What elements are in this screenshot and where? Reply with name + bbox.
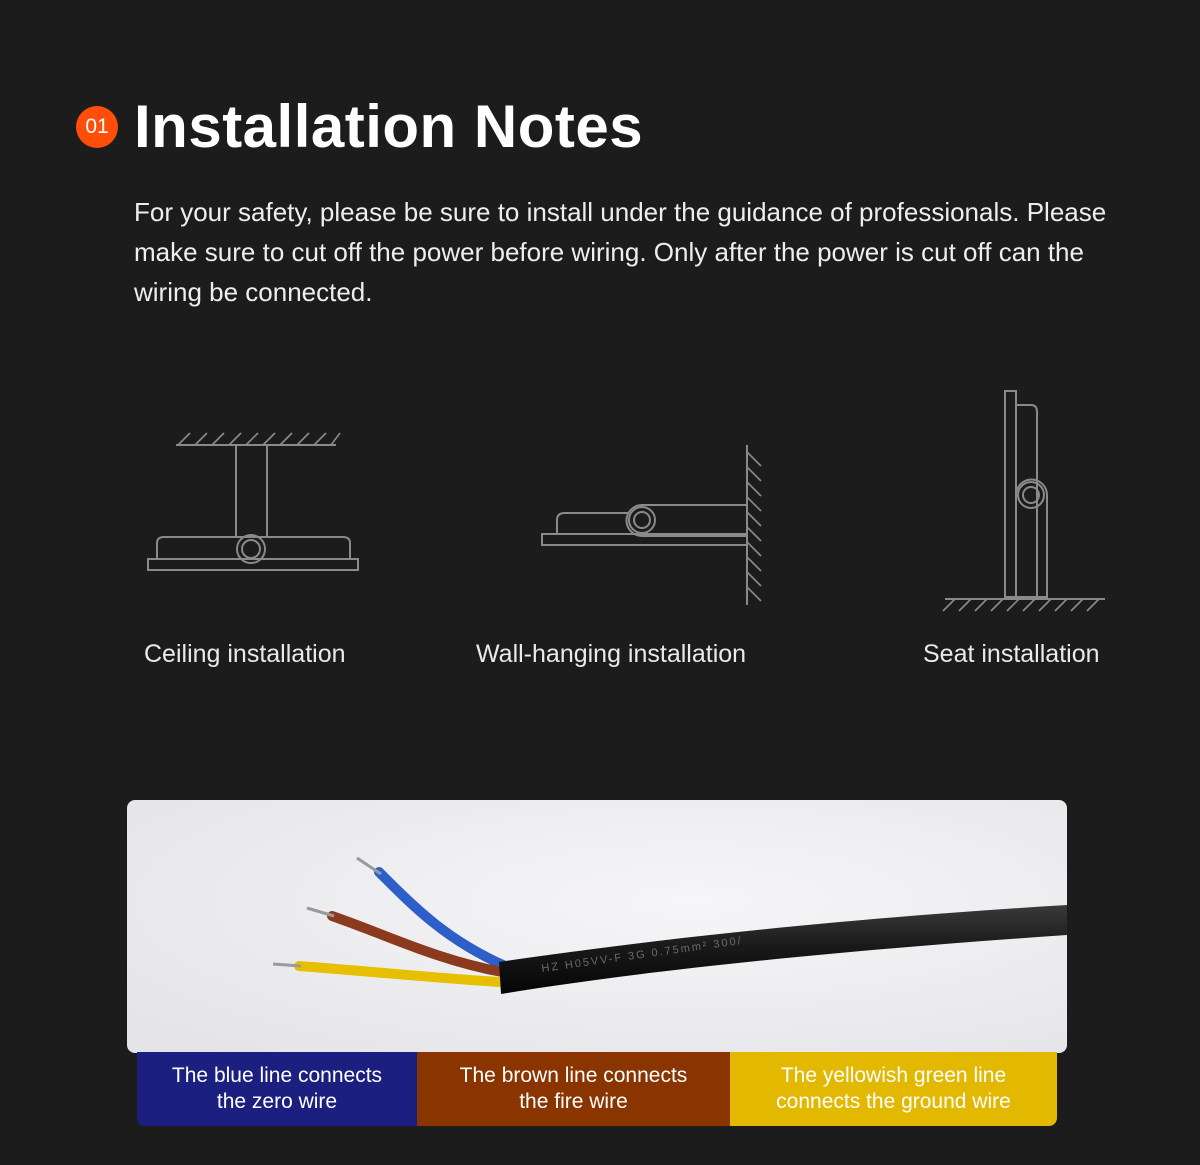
section-number-badge: 01 <box>76 106 118 148</box>
brown-wire-label <box>417 1052 730 1126</box>
yellow-green-wire-label <box>730 1052 1057 1126</box>
cable-print-text: HZ H05VV-F 3G 0.75mm² 300/ <box>540 934 744 975</box>
blue-wire-label-line2: the zero wire <box>216 1090 338 1113</box>
ceiling-mount-icon <box>140 425 370 580</box>
floor-stand-icon <box>935 385 1115 620</box>
wall-hanging-installation-label: Wall-hanging installation <box>476 640 747 668</box>
brown-wire-label-line2: the fire wire <box>519 1090 628 1113</box>
cable-photo <box>127 800 1067 1053</box>
ceiling-installation-label: Ceiling installation <box>144 640 346 668</box>
blue-wire-label <box>137 1052 417 1126</box>
wall-mount-icon <box>535 440 775 615</box>
yellow-green-wire-label-line1: The yellowish green line <box>780 1064 1007 1087</box>
blue-wire-label-line1: The blue line connects <box>171 1064 383 1087</box>
safety-intro-text: For your safety, please be sure to install under the guidance of professionals. Please make sure to cut off the power before wiring. Only after the power is cut off can the wiring be connected. <box>134 197 1107 307</box>
seat-installation-label: Seat installation <box>923 640 1100 668</box>
yellow-green-wire-label-line2: connects the ground wire <box>776 1090 1011 1113</box>
page-title: Installation Notes <box>134 93 644 160</box>
brown-wire-label-line1: The brown line connects <box>459 1064 688 1087</box>
section-heading <box>76 92 643 161</box>
